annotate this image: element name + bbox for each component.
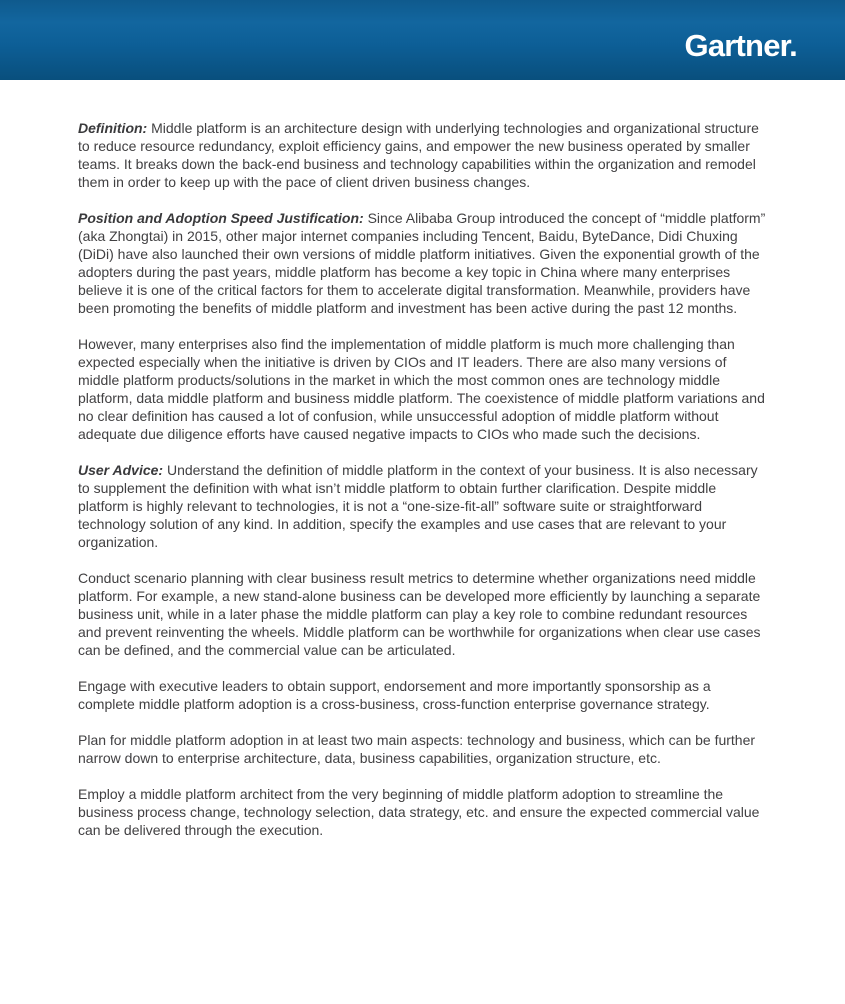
paragraph-text: Plan for middle platform adoption in at least two main aspects: technology and business, which can be further narrow down to enterprise architecture, data, business capabilities, organization structure, etc. [78,732,756,766]
paragraph-position-justification [78,209,770,317]
gartner-logo: Gartner. [684,27,797,63]
report-body [0,80,845,839]
paragraph-text: However, many enterprises also find the implementation of middle platform is much more challenging than expected especially when the initiative is driven by CIOs and IT leaders. There are also many versions of middle platform products/solutions in the market in which the most common ones are technology middle platform, data middle platform and business middle platform. The coexistence of middle platform variations and no clear definition has caused a lot of confusion, while unsuccessful adoption of middle platform without adequate due diligence efforts have caused negative impacts to CIOs who made such the decisions. [78,336,765,442]
paragraph-text: Conduct scenario planning with clear business result metrics to determine whether organizations need middle platform. For example, a new stand-alone business can be developed more efficiently by launching a separate business unit, while in a later phase the middle platform can play a key role to combine redundant resources and prevent reinventing the wheels. Middle platform can be worthwhile for organizations when clear use cases can be defined, and the commercial value can be articulated. [78,570,761,658]
paragraph-lead: Definition: [78,120,148,136]
paragraph-adoption-planning [78,731,770,767]
paragraph-architect-hiring [78,785,770,839]
paragraph-user-advice [78,461,770,551]
paragraph-text: Engage with executive leaders to obtain support, endorsement and more importantly sponsorship as a complete middle platform adoption is a cross-business, cross-function enterprise governance strategy. [78,678,711,712]
paragraph-text: Employ a middle platform architect from the very beginning of middle platform adoption to streamline the business process change, technology selection, data strategy, etc. and ensure the expected commercial value can be delivered through the execution. [78,786,760,838]
paragraph-text: Middle platform is an architecture design with underlying technologies and organizational structure to reduce resource redundancy, exploit efficiency gains, and empower the new business operated by smaller teams. It breaks down the back-end business and technology capabilities within the organization and remodel them in order to keep up with the pace of client driven business changes. [78,120,759,190]
paragraph-executive-engagement [78,677,770,713]
paragraph-text: Understand the definition of middle platform in the context of your business. It is also necessary to supplement the definition with what isn’t middle platform to obtain further clarification. Despite middle platform is highly relevant to technologies, it is not a “one-size-fit-all” software suite or straightforward technology solution of any kind. In addition, specify the examples and use cases that are relevant to your organization. [78,462,758,550]
page-header [0,0,845,80]
paragraph-definition [78,119,770,191]
paragraph-lead: Position and Adoption Speed Justification: [78,210,364,226]
paragraph-text: Since Alibaba Group introduced the concept of “middle platform” (aka Zhongtai) in 2015, other major internet companies including Tencent, Baidu, ByteDance, Didi Chuxing (DiDi) have also launched their own versions of middle platform initiatives. Given the exponential growth of the adopters during the past years, middle platform has become a key topic in China where many enterprises believe it is one of the critical factors for them to accelerate digital transformation. Meanwhile, providers have been promoting the benefits of middle platform and investment has been active during the past 12 months. [78,210,766,316]
paragraph-challenges [78,335,770,443]
paragraph-lead: User Advice: [78,462,164,478]
paragraph-scenario-planning [78,569,770,659]
